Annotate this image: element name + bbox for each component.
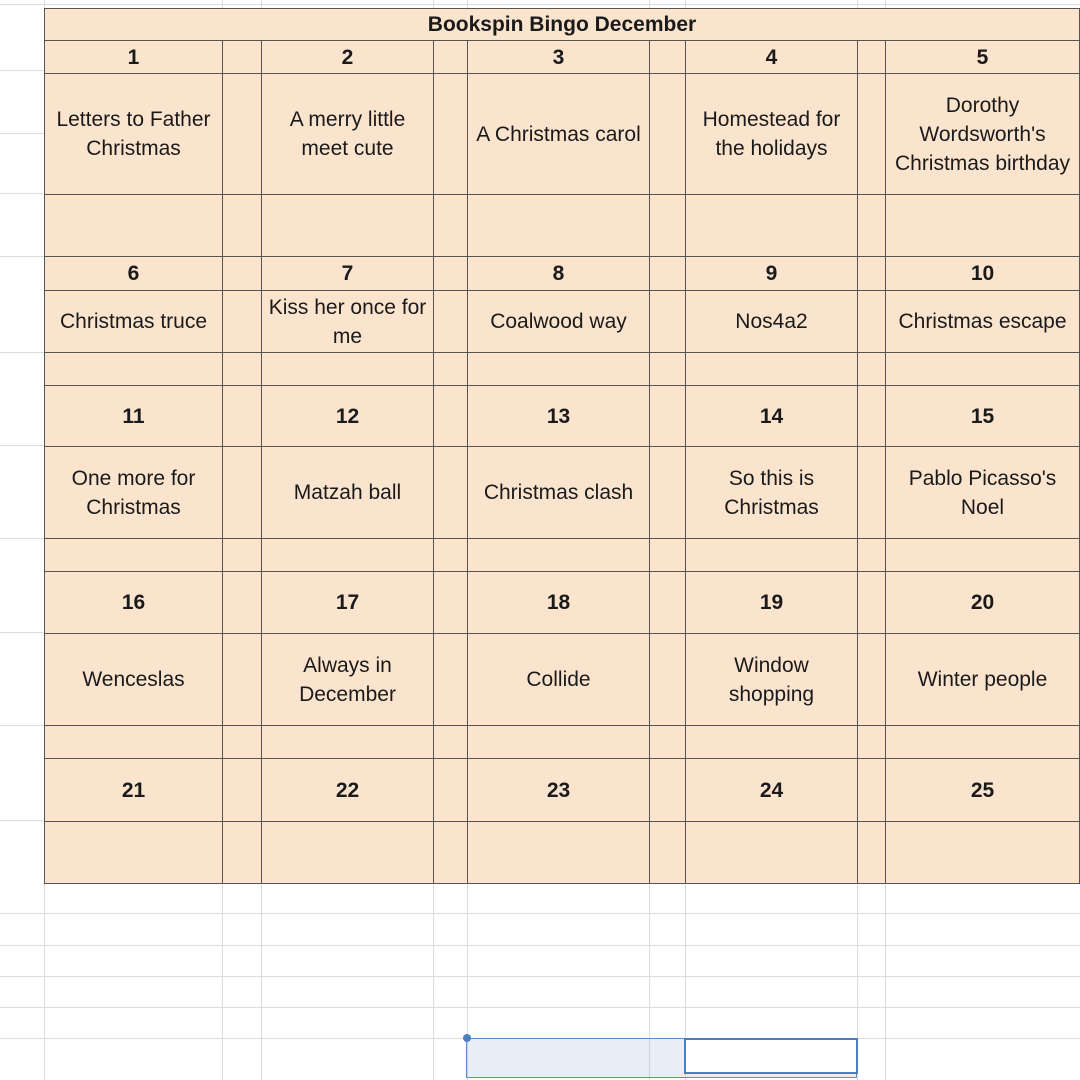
grid-line [0,352,44,353]
empty-cell[interactable] [650,726,686,759]
empty-cell[interactable] [223,539,262,572]
spacer-cell[interactable] [223,291,262,353]
book-row [45,291,1080,353]
spacer-cell[interactable] [650,634,686,726]
number-row [45,257,1080,291]
cell-number[interactable]: 2 [262,41,434,74]
empty-cell[interactable] [434,195,468,257]
cell-number[interactable]: 1 [45,41,223,74]
empty-cell[interactable] [686,353,858,386]
empty-cell[interactable] [886,353,1080,386]
book-row [45,74,1080,195]
empty-cell[interactable] [434,726,468,759]
cell-number[interactable]: 4 [686,41,858,74]
empty-cell[interactable] [886,195,1080,257]
spacer-cell[interactable] [858,41,886,74]
spacer-cell[interactable] [434,572,468,634]
cell-number[interactable]: 11 [45,386,223,447]
cell-book-title[interactable]: Winter people [886,634,1080,726]
active-cell[interactable] [684,1038,858,1074]
bingo-table [44,8,1080,884]
spacer-cell[interactable] [223,386,262,447]
grid-line [0,133,44,134]
cell-number[interactable]: 25 [886,759,1080,822]
empty-cell[interactable] [686,539,858,572]
spacer-cell[interactable] [650,386,686,447]
blank-row [45,353,1080,386]
empty-cell[interactable] [886,539,1080,572]
spacer-cell[interactable] [650,74,686,195]
cell-book-title[interactable]: Christmas truce [45,291,223,353]
spacer-cell[interactable] [650,822,686,884]
spacer-cell[interactable] [650,447,686,539]
empty-cell[interactable] [223,726,262,759]
grid-line [0,193,44,194]
cell-number[interactable]: 8 [468,257,650,291]
number-row [45,386,1080,447]
cell-number[interactable]: 3 [468,41,650,74]
grid-line [0,945,1080,946]
cell-number[interactable]: 13 [468,386,650,447]
spacer-cell[interactable] [434,822,468,884]
empty-cell[interactable] [686,726,858,759]
cell-book-title[interactable] [262,822,434,884]
number-row [45,572,1080,634]
book-row [45,447,1080,539]
cell-number[interactable]: 19 [686,572,858,634]
spacer-cell[interactable] [858,74,886,195]
cell-book-title[interactable] [468,822,650,884]
grid-line [0,256,44,257]
spacer-cell[interactable] [434,41,468,74]
number-row [45,41,1080,74]
empty-cell[interactable] [650,195,686,257]
cell-number[interactable]: 12 [262,386,434,447]
cell-number[interactable]: 9 [686,257,858,291]
spacer-cell[interactable] [434,634,468,726]
cell-number[interactable]: 14 [686,386,858,447]
cell-book-title[interactable]: Coalwood way [468,291,650,353]
spacer-cell[interactable] [858,386,886,447]
spacer-cell[interactable] [858,257,886,291]
spacer-cell[interactable] [650,759,686,822]
cell-book-title[interactable]: Nos4a2 [686,291,858,353]
cell-number[interactable]: 20 [886,572,1080,634]
spacer-cell[interactable] [858,447,886,539]
spacer-cell[interactable] [650,41,686,74]
empty-cell[interactable] [262,726,434,759]
spacer-cell[interactable] [434,257,468,291]
cell-book-title[interactable] [45,822,223,884]
empty-cell[interactable] [858,726,886,759]
spacer-cell[interactable] [858,634,886,726]
cell-number[interactable]: 15 [886,386,1080,447]
cell-number[interactable]: 18 [468,572,650,634]
cell-book-title[interactable]: Wenceslas [45,634,223,726]
spacer-cell[interactable] [858,759,886,822]
cell-number[interactable]: 24 [686,759,858,822]
book-row [45,634,1080,726]
grid-line [0,1007,1080,1008]
spacer-cell[interactable] [650,257,686,291]
cell-book-title[interactable]: Christmas clash [468,447,650,539]
spacer-cell[interactable] [434,447,468,539]
empty-cell[interactable] [262,353,434,386]
empty-cell[interactable] [886,726,1080,759]
empty-cell[interactable] [434,539,468,572]
cell-book-title[interactable]: A merry little meet cute [262,74,434,195]
empty-cell[interactable] [858,195,886,257]
spacer-cell[interactable] [223,822,262,884]
grid-line [0,4,1080,5]
empty-cell[interactable] [262,539,434,572]
cell-book-title[interactable] [686,822,858,884]
empty-cell[interactable] [468,726,650,759]
cell-number[interactable]: 16 [45,572,223,634]
cell-book-title[interactable] [886,822,1080,884]
empty-cell[interactable] [45,539,223,572]
blank-row [45,539,1080,572]
empty-cell[interactable] [45,726,223,759]
spacer-cell[interactable] [223,257,262,291]
empty-cell[interactable] [650,539,686,572]
cell-book-title[interactable]: Collide [468,634,650,726]
spacer-cell[interactable] [434,386,468,447]
grid-line [0,976,1080,977]
spacer-cell[interactable] [434,759,468,822]
cell-book-title[interactable]: Matzah ball [262,447,434,539]
sheet-title[interactable]: Bookspin Bingo December [45,9,1080,41]
grid-line [0,632,44,633]
selection-handle[interactable] [463,1034,471,1042]
spacer-cell[interactable] [223,74,262,195]
empty-cell[interactable] [262,195,434,257]
spacer-cell[interactable] [434,74,468,195]
cell-book-title[interactable]: A Christmas carol [468,74,650,195]
cell-book-title[interactable]: One more for Christmas [45,447,223,539]
empty-cell[interactable] [45,195,223,257]
empty-cell[interactable] [858,353,886,386]
spacer-cell[interactable] [223,572,262,634]
grid-line [0,70,44,71]
grid-line [0,913,1080,914]
grid-line [0,820,44,821]
spacer-cell[interactable] [858,572,886,634]
spacer-cell[interactable] [858,822,886,884]
empty-cell[interactable] [223,353,262,386]
cell-book-title[interactable]: Always in December [262,634,434,726]
spacer-cell[interactable] [650,572,686,634]
cell-number[interactable]: 23 [468,759,650,822]
cell-number[interactable]: 22 [262,759,434,822]
spacer-cell[interactable] [223,447,262,539]
book-row [45,822,1080,884]
cell-book-title[interactable]: So this is Christmas [686,447,858,539]
empty-cell[interactable] [686,195,858,257]
grid-line [0,725,44,726]
empty-cell[interactable] [650,353,686,386]
spacer-cell[interactable] [858,291,886,353]
spacer-cell[interactable] [223,759,262,822]
blank-row [45,726,1080,759]
cell-book-title[interactable]: Window shopping [686,634,858,726]
spacer-cell[interactable] [223,634,262,726]
spacer-cell[interactable] [434,291,468,353]
spacer-cell[interactable] [650,291,686,353]
cell-book-title[interactable]: Homestead for the holidays [686,74,858,195]
empty-cell[interactable] [45,353,223,386]
number-row [45,759,1080,822]
cell-book-title[interactable]: Letters to Father Christmas [45,74,223,195]
cell-book-title[interactable]: Christmas escape [886,291,1080,353]
empty-cell[interactable] [468,195,650,257]
grid-line [0,445,44,446]
empty-cell[interactable] [434,353,468,386]
empty-cell[interactable] [858,539,886,572]
cell-book-title[interactable]: Kiss her once for me [262,291,434,353]
spacer-cell[interactable] [223,41,262,74]
cell-book-title[interactable]: Pablo Picasso's Noel [886,447,1080,539]
grid-line [0,538,44,539]
empty-cell[interactable] [468,539,650,572]
cell-number[interactable]: 6 [45,257,223,291]
empty-cell[interactable] [468,353,650,386]
blank-row [45,195,1080,257]
cell-book-title[interactable]: Dorothy Wordsworth's Christmas birthday [886,74,1080,195]
cell-number[interactable]: 10 [886,257,1080,291]
cell-number[interactable]: 17 [262,572,434,634]
cell-number[interactable]: 21 [45,759,223,822]
cell-number[interactable]: 5 [886,41,1080,74]
empty-cell[interactable] [223,195,262,257]
cell-number[interactable]: 7 [262,257,434,291]
